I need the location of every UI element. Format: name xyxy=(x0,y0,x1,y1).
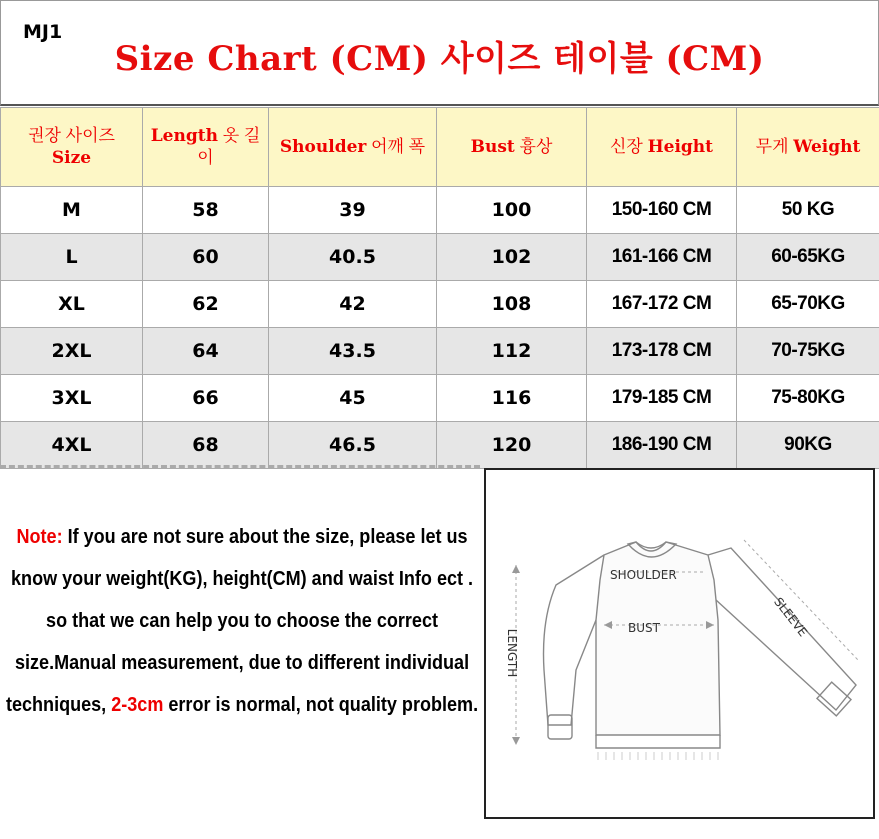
cell-shoulder: 43.5 xyxy=(269,328,437,375)
sleeve-label: SLEEVE xyxy=(771,594,811,640)
table-row xyxy=(1,328,879,375)
cell-weight: 50 KG xyxy=(737,187,879,234)
cell-height: 173-178 CM xyxy=(587,328,737,375)
cell-size: M xyxy=(1,187,143,234)
cell-shoulder: 45 xyxy=(269,375,437,422)
cell-length: 62 xyxy=(143,281,269,328)
cell-height: 179-185 CM xyxy=(587,375,737,422)
note-line-4: size.Manual measurement, due to different individual xyxy=(14,651,470,674)
header-length: Length 옷 길이 xyxy=(143,108,269,187)
cell-bust: 100 xyxy=(437,187,587,234)
header-bust: Bust 흉상 xyxy=(437,108,587,187)
error-range: 2-3cm xyxy=(111,693,164,716)
cell-length: 58 xyxy=(143,187,269,234)
header-weight: 무게 Weight xyxy=(737,108,879,187)
note-line-1: Note: If you are not sure about the size, please let us xyxy=(16,525,468,548)
cell-size: 2XL xyxy=(1,328,143,375)
cell-size: L xyxy=(1,234,143,281)
cell-height: 186-190 CM xyxy=(587,422,737,469)
cell-size: XL xyxy=(1,281,143,328)
cell-bust: 112 xyxy=(437,328,587,375)
bust-label: BUST xyxy=(628,621,660,635)
cell-weight: 65-70KG xyxy=(737,281,879,328)
header-height: 신장 Height xyxy=(587,108,737,187)
note-line-2: know your weight(KG), height(CM) and waist Info ect . xyxy=(11,567,474,590)
cell-weight: 90KG xyxy=(737,422,879,469)
cell-length: 64 xyxy=(143,328,269,375)
cell-shoulder: 46.5 xyxy=(269,422,437,469)
cell-bust: 116 xyxy=(437,375,587,422)
product-code: MJ1 xyxy=(23,21,63,43)
chart-title: Size Chart (CM) 사이즈 테이블 (CM) xyxy=(114,39,765,79)
cell-shoulder: 42 xyxy=(269,281,437,328)
note-line-3: so that we can help you to choose the correct xyxy=(46,609,439,632)
shoulder-label: SHOULDER xyxy=(610,568,677,582)
cell-shoulder: 40.5 xyxy=(269,234,437,281)
cell-weight: 60-65KG xyxy=(737,234,879,281)
length-label: LENGTH xyxy=(505,628,520,678)
note-line-5: techniques, 2-3cm error is normal, not quality problem. xyxy=(5,693,479,716)
note-section xyxy=(0,465,480,823)
header-row xyxy=(1,108,879,187)
cell-bust: 102 xyxy=(437,234,587,281)
table-row xyxy=(1,187,879,234)
title-banner xyxy=(0,0,879,106)
table-row xyxy=(1,234,879,281)
cell-height: 161-166 CM xyxy=(587,234,737,281)
cell-length: 60 xyxy=(143,234,269,281)
cell-weight: 70-75KG xyxy=(737,328,879,375)
cell-bust: 120 xyxy=(437,422,587,469)
cell-size: 3XL xyxy=(1,375,143,422)
cell-size: 4XL xyxy=(1,422,143,469)
size-table xyxy=(0,107,879,469)
cell-bust: 108 xyxy=(437,281,587,328)
note-label: Note: xyxy=(16,525,63,548)
cell-height: 167-172 CM xyxy=(587,281,737,328)
cell-length: 68 xyxy=(143,422,269,469)
cell-height: 150-160 CM xyxy=(587,187,737,234)
sweater-outline-icon xyxy=(486,470,873,817)
cell-shoulder: 39 xyxy=(269,187,437,234)
table-row xyxy=(1,422,879,469)
note-text xyxy=(4,516,480,726)
cell-length: 66 xyxy=(143,375,269,422)
measurement-diagram xyxy=(484,468,875,819)
header-shoulder: Shoulder 어깨 폭 xyxy=(269,108,437,187)
table-row xyxy=(1,375,879,422)
header-size: 권장 사이즈 Size xyxy=(1,108,143,187)
table-row xyxy=(1,281,879,328)
cell-weight: 75-80KG xyxy=(737,375,879,422)
